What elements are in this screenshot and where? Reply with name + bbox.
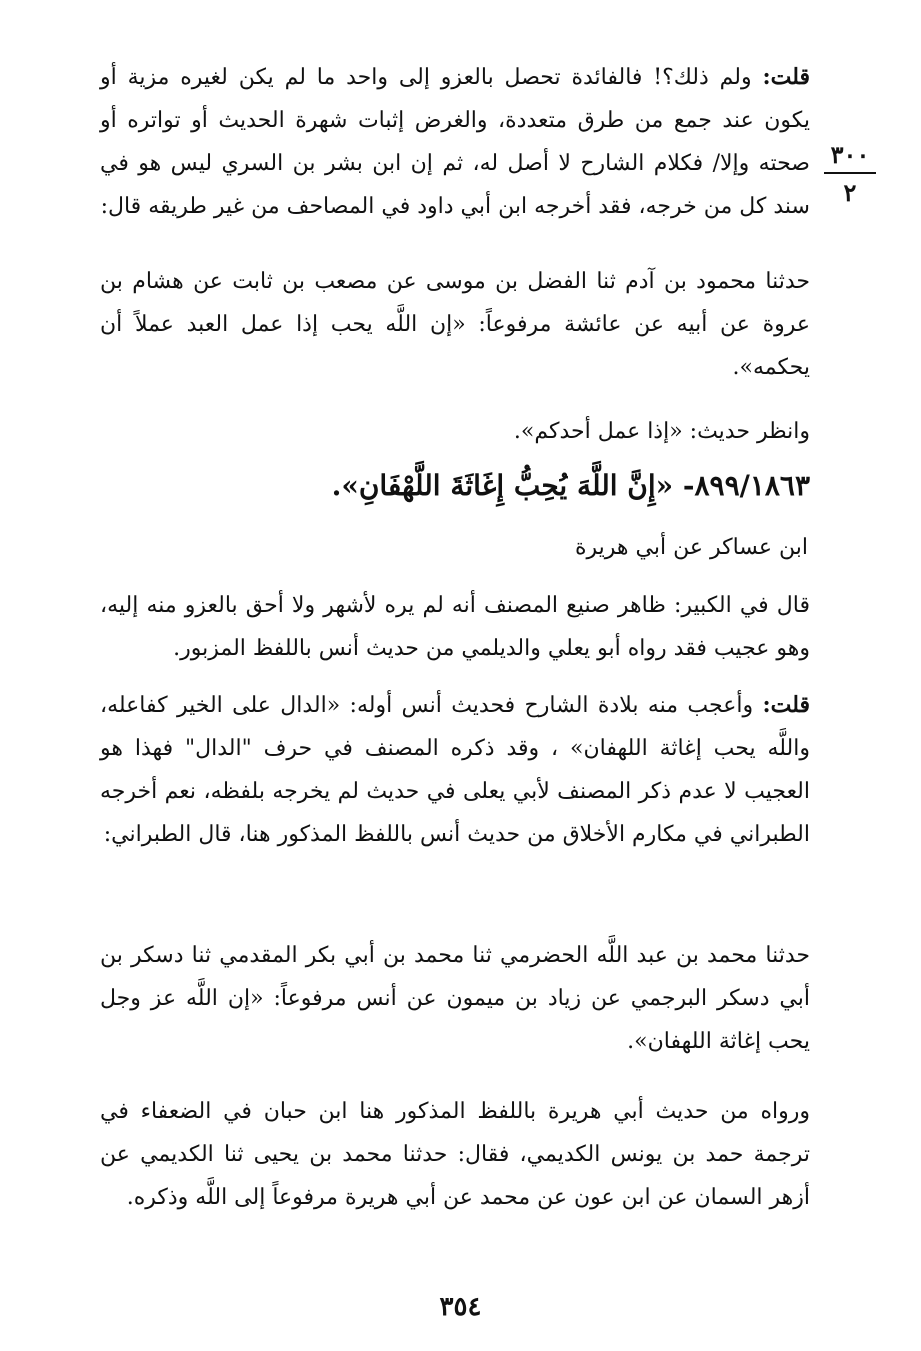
margin-reference-top: ٣٠٠: [830, 140, 870, 169]
paragraph-5-lead: قلت:: [762, 692, 810, 718]
paragraph-1-lead: قلت:: [762, 64, 810, 90]
margin-reference: [822, 140, 878, 208]
paragraph-4: [100, 584, 810, 670]
paragraph-4-text: قال في الكبير: ظاهر صنيع المصنف أنه لم يره لأشهر ولا أحق بالعزو منه إليه، وهو عجيب فقد رواه أبو يعلي والديلمي من حديث أنس باللفظ المزبور.: [100, 593, 810, 661]
paragraph-3: [100, 410, 810, 453]
paragraph-5-text: وأعجب منه بلادة الشارح فحديث أنس أوله: «الدال على الخير كفاعله، واللَّه يحب إغاثة اللهفان» ، وقد ذكره المصنف في حرف "الدال" فهذا هو العجيب لا عدم ذكر المصنف لأبي يعلى في حديث لم يخرجه بلفظه، نعم أخرجه الطبراني في مكارم الأخلاق من حديث أنس باللفظ المذكور هنا، قال الطبراني:: [100, 693, 810, 847]
hadith-source-text: ابن عساكر عن أبي هريرة: [575, 535, 808, 560]
paragraph-7-text: ورواه من حديث أبي هريرة باللفظ المذكور هنا ابن حبان في الضعفاء في ترجمة حمد بن يونس الكديمي، فقال: حدثنا محمد بن يحيى ثنا الكديمي عن أزهر السمان عن ابن عون عن محمد عن أبي هريرة مرفوعاً إلى اللَّه وذكره.: [100, 1099, 810, 1210]
paragraph-1-text: ولم ذلك؟! فالفائدة تحصل بالعزو إلى واحد ما لم يكن لغيره مزية أو يكون عند جمع من طرق متعددة، والغرض إثبات شهرة الحديث أو تواتره أو صحته وإلا/ فكلام الشارح لا أصل له، ثم إن ابن بشر بن السري ليس هو في سند كل من خرجه، فقد أخرجه ابن أبي داود في المصاحف من غير طريقه قال:: [100, 65, 810, 219]
paragraph-2-text: حدثنا محمود بن آدم ثنا الفضل بن موسى عن مصعب بن ثابت عن هشام بن عروة عن أبيه عن عائشة مرفوعاً: «إن اللَّه يحب إذا عمل العبد عملاً أن يحكمه».: [100, 269, 810, 380]
paragraph-6: [100, 934, 810, 1063]
paragraph-6-text: حدثنا محمد بن عبد اللَّه الحضرمي ثنا محمد بن أبي بكر المقدمي ثنا دسكر بن أبي دسكر البرجمي عن زياد بن ميمون عن أنس مرفوعاً: «إن اللَّه عز وجل يحب إغاثة اللهفان».: [100, 943, 810, 1054]
paragraph-1: [100, 56, 810, 228]
hadith-source: [100, 528, 810, 568]
hadith-heading-text: ٨٩٩/١٨٦٣- «إِنَّ اللَّهَ يُحِبُّ إِغَاثَةَ اللَّهْفَانِ».: [331, 469, 810, 502]
hadith-heading: [100, 464, 810, 508]
paragraph-3-text: وانظر حديث: «إذا عمل أحدكم».: [513, 419, 810, 444]
paragraph-5: [100, 684, 810, 856]
page-number: ٣٥٤: [439, 1292, 482, 1322]
paragraph-7: [100, 1090, 810, 1219]
paragraph-2: [100, 260, 810, 389]
margin-reference-bottom: ٢: [843, 178, 857, 207]
